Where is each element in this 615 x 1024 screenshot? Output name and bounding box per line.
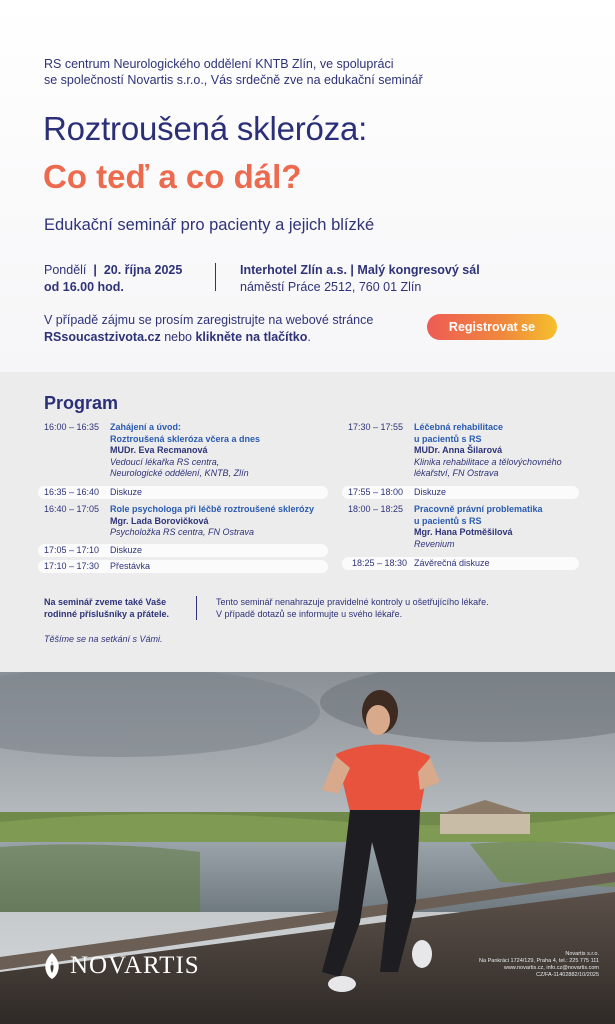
- invite-note-line-1: Na seminář zveme také Vaše: [44, 597, 167, 607]
- program-speaker: Mgr. Lada Borovičková: [110, 515, 209, 526]
- subtitle: Edukační seminář pro pacienty a jejich blízké: [44, 216, 375, 234]
- program-speaker: Mgr. Hana Potměšilová: [414, 527, 513, 537]
- program-label: Závěrečná diskuze: [414, 558, 490, 568]
- divider: [215, 263, 216, 291]
- disclaimer-line-2: V případě dotazů se informujte u svého lékaře.: [216, 609, 403, 619]
- program-topic: u pacientů s RS: [414, 433, 482, 444]
- fineprint-line: www.novartis.cz, info.cz@novartis.com: [503, 965, 599, 971]
- program-topic: Léčebná rehabilitace: [414, 422, 504, 432]
- event-day-sep: |: [93, 263, 97, 277]
- registration-site-link[interactable]: RSsoucastzivota.cz: [44, 330, 161, 344]
- program-affiliation: lékařství, FN Ostrava: [414, 468, 499, 478]
- register-button[interactable]: Registrovat se: [427, 314, 557, 340]
- program-affiliation: Revenium: [414, 538, 455, 549]
- registration-text: [44, 312, 414, 346]
- title-line-2: Co teď a co dál?: [43, 158, 302, 195]
- fineprint-line: Na Pankráci 1724/129, Praha 4, tel.: 225 775 111: [479, 958, 599, 964]
- program-item-discussion: [38, 544, 328, 557]
- disclaimer: [216, 596, 546, 620]
- registration-click-text: klikněte na tlačítko: [195, 330, 308, 344]
- program-title: Program: [44, 393, 119, 413]
- event-venue: Interhotel Zlín a.s. | Malý kongresový sál: [240, 263, 480, 277]
- program-time: 16:00 – 16:35: [44, 422, 100, 432]
- program-topic: Role psychologa při léčbě roztroušené sklerózy: [110, 504, 315, 514]
- registration-or: nebo: [160, 330, 196, 344]
- program-time: 16:40 – 17:05: [44, 504, 100, 514]
- program-affiliation: Vedoucí lékařka RS centra,: [110, 456, 220, 467]
- program-item-break: [38, 560, 328, 573]
- program-topic: Zahájení a úvod:: [110, 422, 182, 432]
- event-date: 20. října 2025: [103, 263, 183, 277]
- program-speaker: MUDr. Anna Šilarová: [414, 445, 503, 455]
- program-label: Přestávka: [110, 561, 151, 571]
- program-topic: Roztroušená skleróza včera a dnes: [110, 433, 261, 444]
- program-topic: Pracovně právní problematika: [414, 504, 543, 514]
- program-item-discussion: [342, 486, 579, 499]
- program-time: 17:10 – 17:30: [44, 561, 100, 571]
- program-speaker: MUDr. Eva Recmanová: [110, 445, 208, 455]
- novartis-flame-icon: [40, 951, 64, 981]
- disclaimer-line-1: Tento seminář nenahrazuje pravidelné kontroly u ošetřujícího lékaře.: [216, 597, 489, 607]
- program-topic: u pacientů s RS: [414, 515, 482, 526]
- program-affiliation: Psycholožka RS centra, FN Ostrava: [110, 527, 255, 537]
- fineprint: [449, 951, 599, 979]
- program-item: [44, 504, 334, 540]
- event-day: Pondělí: [44, 263, 87, 277]
- invite-note-line-2: rodinné příslušníky a přátele.: [44, 609, 170, 619]
- registration-period: .: [307, 330, 311, 344]
- registration-line-1: V případě zájmu se prosím zaregistrujte na webové stránce: [44, 313, 374, 327]
- program-label: Diskuze: [414, 487, 447, 497]
- program-time: 16:35 – 16:40: [44, 487, 100, 497]
- event-where: [240, 262, 480, 296]
- fineprint-line: Novartis s.r.o.: [565, 951, 599, 957]
- program-time: 17:55 – 18:00: [348, 487, 404, 497]
- program-time: 17:30 – 17:55: [348, 422, 404, 432]
- title-line-1: Roztroušená skleróza:: [43, 110, 368, 147]
- program-label: Diskuze: [110, 487, 143, 497]
- program-item: [348, 504, 588, 552]
- divider: [196, 596, 197, 620]
- intro-text: [44, 56, 514, 88]
- program-item-final-discussion: [342, 557, 579, 570]
- closing-text: Těšíme se na setkání s Vámi.: [44, 634, 163, 644]
- program-affiliation: Neurologické oddělení, KNTB, Zlín: [110, 468, 249, 478]
- invite-note: [44, 596, 194, 620]
- intro-line-1: RS centrum Neurologického oddělení KNTB Zlín, ve spolupráci: [44, 57, 394, 71]
- program-label: Diskuze: [110, 545, 143, 555]
- program-time: 18:00 – 18:25: [348, 504, 404, 514]
- novartis-logo: [40, 951, 200, 981]
- event-address: náměstí Práce 2512, 760 01 Zlín: [240, 280, 422, 294]
- program-item: [44, 422, 334, 484]
- program-time: 18:25 – 18:30: [352, 558, 408, 568]
- intro-line-2: se společností Novartis s.r.o., Vás srdečně zve na edukační seminář: [44, 73, 423, 87]
- novartis-logo-text: NOVARTIS: [70, 952, 200, 979]
- program-time: 17:05 – 17:10: [44, 545, 100, 555]
- event-when: [44, 262, 182, 296]
- program-item-discussion: [38, 486, 328, 499]
- program-item: [348, 422, 588, 484]
- fineprint-line: CZ/FA-11402882/10/2025: [536, 972, 599, 978]
- program-affiliation: Klinika rehabilitace a tělovýchovného: [414, 456, 562, 467]
- event-time: od 16.00 hod.: [44, 280, 124, 294]
